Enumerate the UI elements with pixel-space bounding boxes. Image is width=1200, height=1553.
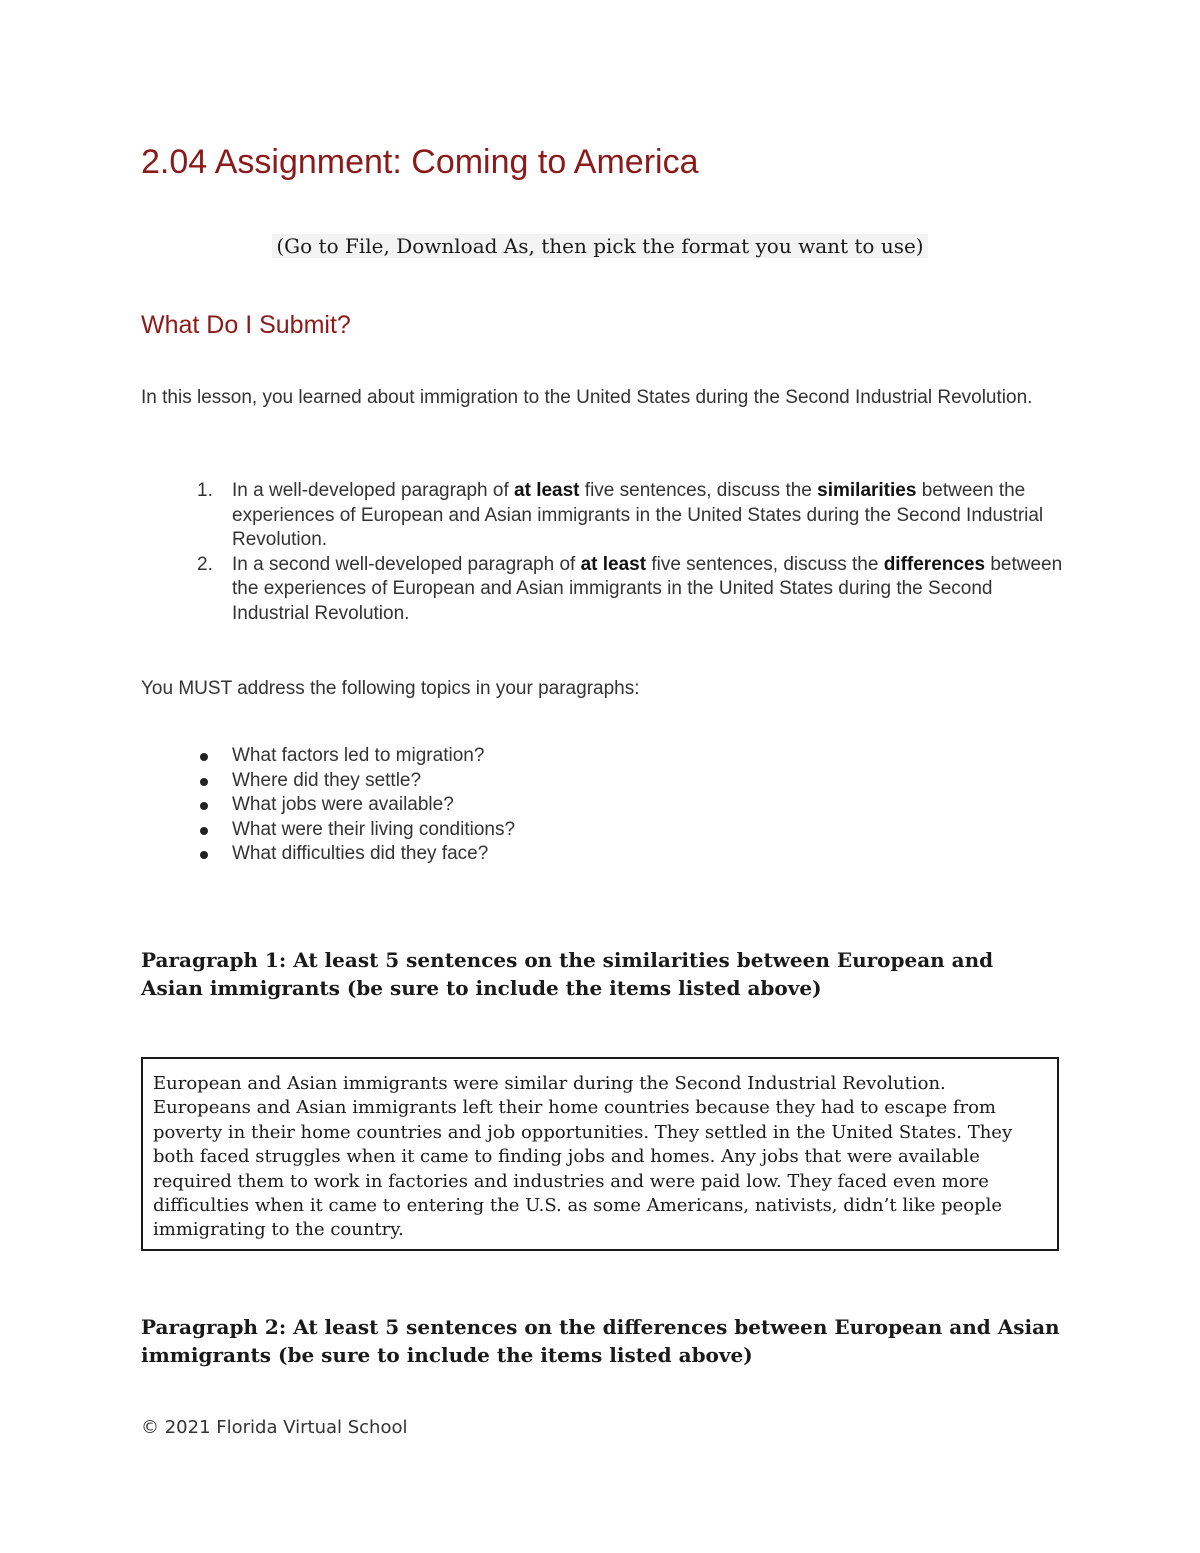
- topic-list: [141, 744, 515, 867]
- intro-paragraph: In this lesson, you learned about immigration to the United States during the Second Industrial Revolution.: [141, 387, 1033, 408]
- paragraph2-heading: Paragraph 2: At least 5 sentences on the differences between European and Asian immigrants (be sure to include the items listed above): [141, 1315, 1060, 1367]
- list-item: [141, 842, 515, 867]
- task-item: [141, 479, 1071, 553]
- bullet-icon: [200, 753, 208, 761]
- list-item: [141, 744, 515, 769]
- task-text: In a well-developed paragraph of: [232, 480, 515, 501]
- task-text: five sentences, discuss the: [579, 480, 818, 501]
- task-text: between the experiences of European and Asian immigrants in the United States during the Second Industrial Revolution.: [232, 480, 1044, 550]
- task-emphasis: differences: [883, 553, 986, 575]
- topic-text: What were their living conditions?: [232, 818, 516, 840]
- paragraph1-heading: Paragraph 1: At least 5 sentences on the similarities between European and Asian immigrants (be sure to include the items listed above): [141, 948, 994, 1000]
- task-list: [141, 479, 1071, 626]
- paragraph1-answer-box[interactable]: European and Asian immigrants were similar during the Second Industrial Revolution. Europeans and Asian immigrants left their home countries because they had to escape from poverty in their home countries and job opportunities. They settled in the United States. They both faced struggles when it came to finding jobs and homes. Any jobs that were available required them to work in factories and industries and were paid low. They faced even more difficulties when it came to entering the U.S. as some Americans, nativists, didn’t like people immigrating to the country.: [141, 1057, 1059, 1251]
- list-item: [141, 769, 515, 794]
- bullet-icon: [200, 778, 208, 786]
- task-text: between the experiences of European and Asian immigrants in the United States during the Second Industrial Revolution.: [232, 553, 1063, 624]
- bullet-icon: [200, 851, 208, 859]
- section-heading: What Do I Submit?: [141, 311, 351, 339]
- bullet-icon: [200, 802, 208, 810]
- task-item: [141, 553, 1071, 627]
- topic-text: What difficulties did they face?: [232, 843, 489, 864]
- topic-text: What factors led to migration?: [232, 745, 485, 766]
- download-instruction: [0, 230, 1200, 262]
- bullet-icon: [200, 827, 208, 835]
- topic-text: Where did they settle?: [232, 769, 422, 791]
- task-emphasis: at least: [580, 553, 647, 575]
- task-text: In a second well-developed paragraph of: [232, 553, 581, 575]
- download-instruction-text: (Go to File, Download As, then pick the format you want to use): [272, 234, 927, 258]
- list-item: [141, 818, 515, 843]
- copyright-footer: © 2021 Florida Virtual School: [141, 1417, 408, 1438]
- must-address-text: You MUST address the following topics in your paragraphs:: [141, 678, 640, 699]
- task-emphasis: similarities: [817, 480, 917, 501]
- task-number: 1.: [197, 480, 213, 501]
- task-emphasis: at least: [514, 480, 580, 501]
- task-text: five sentences, discuss the: [646, 553, 884, 575]
- task-number: 2.: [197, 553, 213, 575]
- topic-text: What jobs were available?: [232, 794, 454, 815]
- list-item: [141, 793, 515, 818]
- assignment-title: 2.04 Assignment: Coming to America: [141, 143, 699, 181]
